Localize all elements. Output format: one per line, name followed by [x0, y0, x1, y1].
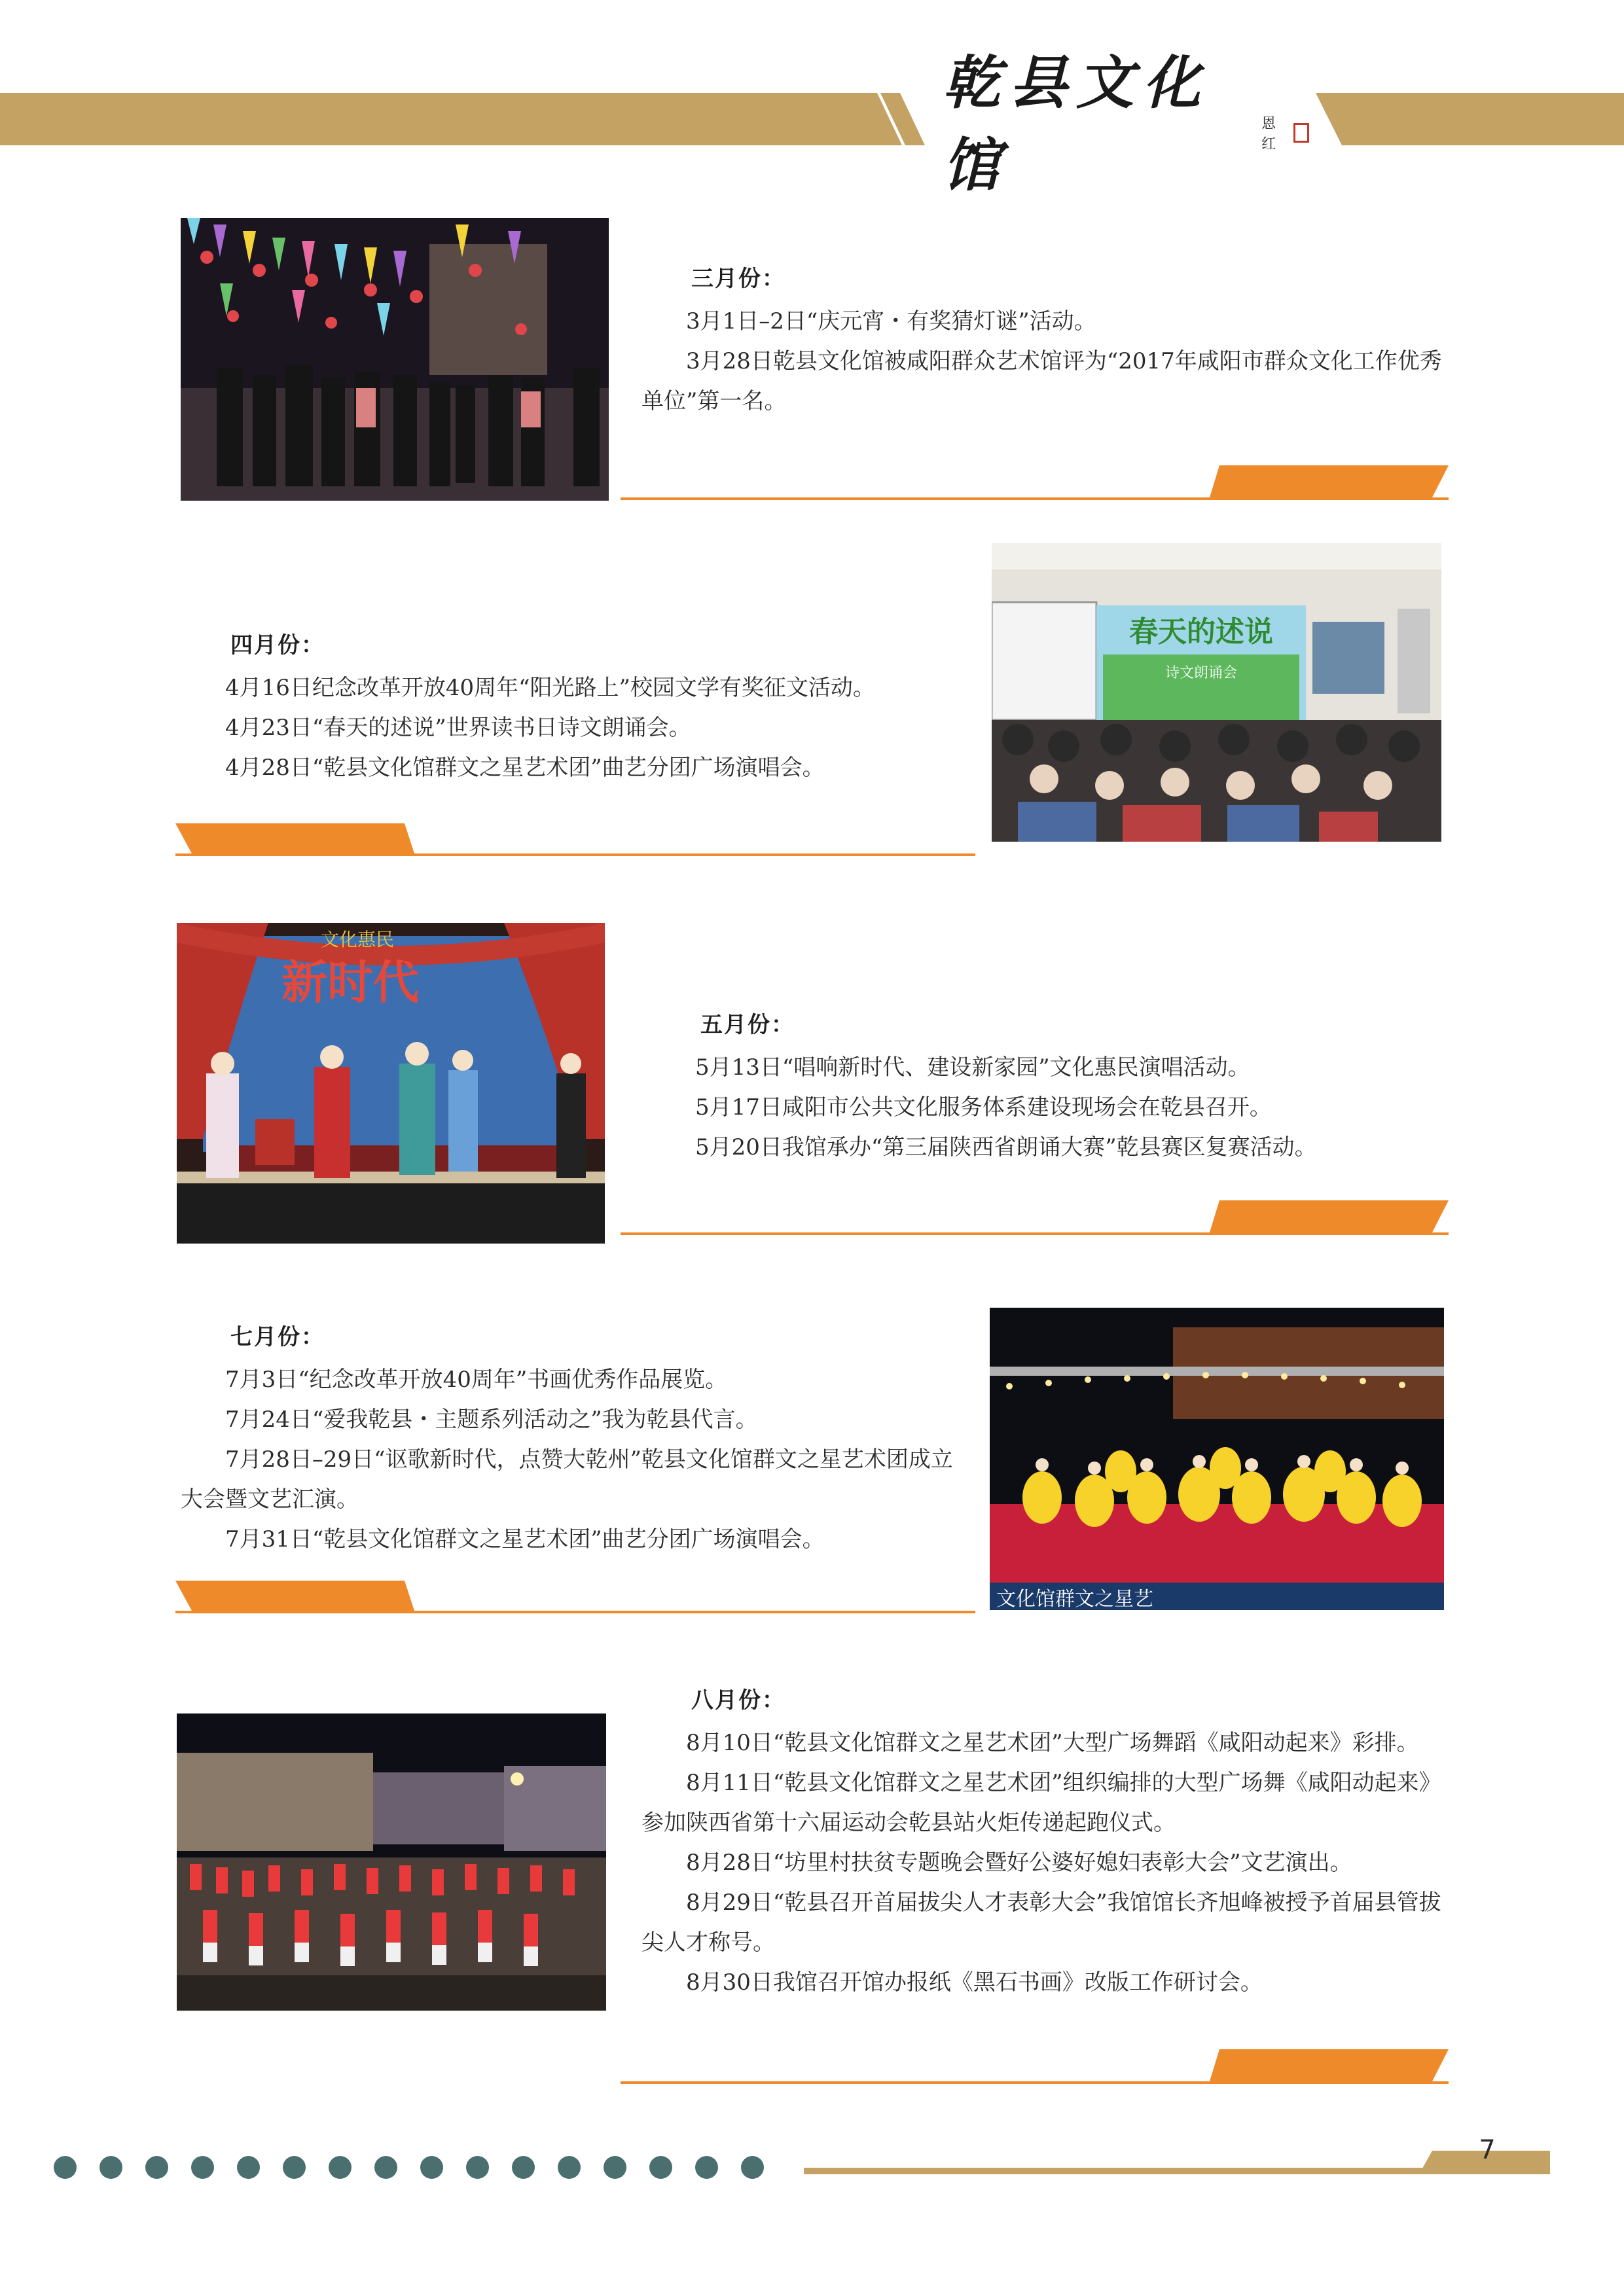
- dot-icon: [283, 2156, 306, 2179]
- section-april: [181, 627, 966, 788]
- section-may: [651, 1007, 1456, 1168]
- dot-icon: [99, 2156, 122, 2179]
- dot-icon: [145, 2156, 168, 2179]
- section-line: 8月10日“乾县文化馆群文之星艺术团”大型广场舞蹈《咸阳动起来》彩排。: [686, 1730, 1419, 1756]
- reading-day-photo: [992, 543, 1441, 842]
- section-march: [641, 260, 1453, 422]
- footer-dots: [54, 2156, 764, 2179]
- section-line: 7月24日“爱我乾县・主题系列活动之”我为乾县代言。: [225, 1407, 758, 1433]
- dot-icon: [374, 2156, 397, 2179]
- section-heading: 八月份：: [691, 1687, 785, 1713]
- dot-icon: [558, 2156, 581, 2179]
- section-july: [181, 1319, 966, 1560]
- section-line: 5月20日我馆承办“第三届陕西省朗诵大赛”乾县赛区复赛活动。: [695, 1134, 1317, 1160]
- section-divider: [621, 1198, 1449, 1235]
- section-line: 4月23日“春天的述说”世界读书日诗文朗诵会。: [225, 715, 691, 741]
- page-number: 7: [1479, 2135, 1496, 2165]
- dot-icon: [420, 2156, 443, 2179]
- section-line: 4月16日纪念改革开放40周年“阳光路上”校园文学有奖征文活动。: [225, 675, 875, 701]
- section-divider: [621, 2047, 1449, 2084]
- section-line: 8月29日“乾县召开首届拔尖人才表彰大会”我馆馆长齐旭峰被授予首届县管拔尖人才称号。: [641, 1890, 1441, 1956]
- stage-banner: 文化馆群文之星艺: [996, 1588, 1153, 1610]
- stage-banner-big: 新时代: [281, 956, 419, 1009]
- section-august: [641, 1682, 1453, 2003]
- section-heading: 四月份：: [230, 632, 325, 658]
- opera-stage-photo: [177, 923, 605, 1244]
- section-line: 7月31日“乾县文化馆群文之星艺术团”曲艺分团广场演唱会。: [225, 1526, 825, 1552]
- dot-icon: [741, 2156, 764, 2179]
- footer-band: [804, 2151, 1550, 2187]
- banner-text: 春天的述说: [1129, 615, 1273, 649]
- section-line: 8月11日“乾县文化馆群文之星艺术团”组织编排的大型广场舞《咸阳动起来》参加陕西省第十六届运动会乾县站火炬传递起跑仪式。: [641, 1770, 1441, 1836]
- dance-performance-photo: [990, 1308, 1444, 1610]
- section-heading: 三月份：: [691, 266, 785, 292]
- section-line: 8月30日我馆召开馆办报纸《黑石书画》改版工作研讨会。: [686, 1969, 1263, 1996]
- section-heading: 七月份：: [230, 1324, 325, 1350]
- header-title: [943, 48, 1309, 199]
- section-line: 8月28日“坊里村扶贫专题晚会暨好公婆好媳妇表彰大会”文艺演出。: [686, 1850, 1352, 1876]
- lantern-festival-photo: [181, 218, 609, 501]
- section-line: 4月28日“乾县文化馆群文之星艺术团”曲艺分团广场演唱会。: [225, 755, 825, 781]
- square-dance-photo: [177, 1713, 606, 2011]
- section-line: 7月28日–29日“讴歌新时代，点赞大乾州”乾县文化馆群文之星艺术团成立大会暨文艺汇演。: [181, 1446, 953, 1513]
- section-line: 7月3日“纪念改革开放40周年”书画优秀作品展览。: [225, 1367, 728, 1393]
- section-divider: [175, 821, 975, 858]
- section-line: 5月17日咸阳市公共文化服务体系建设现场会在乾县召开。: [695, 1094, 1272, 1121]
- section-divider: [175, 1579, 975, 1615]
- header-signature: 恩红: [1261, 116, 1276, 152]
- seal-icon: [1293, 123, 1309, 143]
- stage-banner-top: 文化惠民: [321, 929, 395, 950]
- dot-icon: [695, 2156, 718, 2179]
- dot-icon: [191, 2156, 214, 2179]
- section-line: 3月1日–2日“庆元宵・有奖猜灯谜”活动。: [686, 308, 1096, 334]
- dot-icon: [512, 2156, 535, 2179]
- dot-icon: [466, 2156, 489, 2179]
- dot-icon: [604, 2156, 626, 2179]
- banner-subtext: 诗文朗诵会: [1164, 665, 1238, 681]
- dot-icon: [329, 2156, 352, 2179]
- dot-icon: [237, 2156, 260, 2179]
- section-heading: 五月份：: [700, 1012, 795, 1038]
- section-divider: [621, 463, 1449, 500]
- section-line: 3月28日乾县文化馆被咸阳群众艺术馆评为“2017年咸阳市群众文化工作优秀单位”第一名。: [641, 348, 1442, 414]
- header-band: [0, 93, 1624, 145]
- dot-icon: [649, 2156, 672, 2179]
- header-title-text: 乾县文化馆: [943, 48, 1210, 199]
- section-line: 5月13日“唱响新时代、建设新家园”文化惠民演唱活动。: [695, 1054, 1250, 1081]
- dot-icon: [54, 2156, 77, 2179]
